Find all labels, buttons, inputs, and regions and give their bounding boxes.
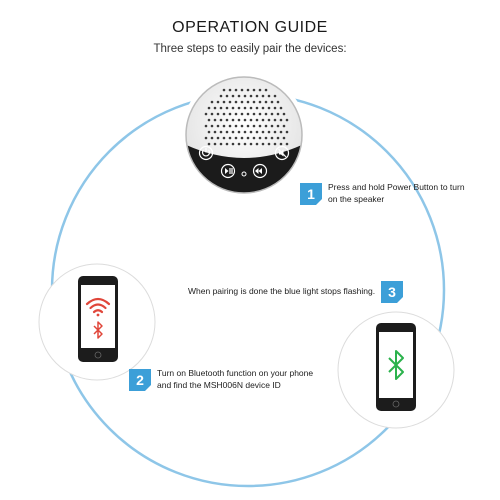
grille-dot [283, 137, 286, 140]
grille-dot [235, 89, 238, 92]
grille-dot [280, 131, 283, 134]
grille-dot [223, 137, 226, 140]
grille-dot [229, 89, 232, 92]
grille-dot [271, 125, 274, 128]
grille-dot [238, 143, 241, 146]
grille-dot [250, 107, 253, 110]
step-2-badge [129, 369, 151, 391]
grille-dot [226, 131, 229, 134]
grille-dot [277, 113, 280, 116]
grille-dot [220, 143, 223, 146]
grille-dot [232, 143, 235, 146]
grille-dot [238, 95, 241, 98]
grille-dot [226, 95, 229, 98]
grille-dot [274, 95, 277, 98]
grille-dot [211, 101, 214, 104]
grille-dot [247, 89, 250, 92]
grille-dot [232, 107, 235, 110]
grille-dot [277, 101, 280, 104]
grille-dot [271, 137, 274, 140]
grille-dot [214, 131, 217, 134]
grille-dot [286, 131, 289, 134]
step-3-number: 3 [388, 284, 396, 300]
grille-dot [220, 131, 223, 134]
grille-dot [220, 107, 223, 110]
grille-dot [280, 119, 283, 122]
grille-dot [214, 119, 217, 122]
grille-dot [226, 143, 229, 146]
grille-dot [256, 143, 259, 146]
grille-dot [247, 125, 250, 128]
step-3-badge [381, 281, 403, 303]
step-1-text [328, 181, 465, 205]
grille-dot [223, 125, 226, 128]
grille-dot [235, 101, 238, 104]
grille-dot [208, 119, 211, 122]
grille-dot [232, 131, 235, 134]
grille-dot [244, 131, 247, 134]
page-subtitle: Three steps to easily pair the devices: [153, 43, 347, 55]
grille-dot [217, 101, 220, 104]
grille-dot [274, 143, 277, 146]
grille-dot [262, 119, 265, 122]
grille-dot [253, 89, 256, 92]
grille-dot [262, 131, 265, 134]
grille-dot [268, 143, 271, 146]
grille-dot [214, 143, 217, 146]
grille-dot [223, 113, 226, 116]
grille-dot [286, 143, 289, 146]
grille-dot [259, 101, 262, 104]
grille-dot [277, 125, 280, 128]
grille-dot [229, 113, 232, 116]
grille-dot [274, 131, 277, 134]
phone-left [39, 264, 155, 380]
grille-dot [250, 95, 253, 98]
grille-dot [241, 101, 244, 104]
grille-dot [265, 101, 268, 104]
grille-dot [244, 119, 247, 122]
grille-dot [256, 95, 259, 98]
grille-dot [253, 113, 256, 116]
grille-dot [280, 107, 283, 110]
grille-dot [214, 107, 217, 110]
grille-dot [277, 137, 280, 140]
grille-dot [256, 119, 259, 122]
grille-dot [265, 89, 268, 92]
grille-dot [208, 107, 211, 110]
grille-dot [229, 137, 232, 140]
grille-dot [241, 137, 244, 140]
grille-dot [238, 131, 241, 134]
grille-dot [229, 125, 232, 128]
grille-dot [241, 125, 244, 128]
grille-dot [244, 95, 247, 98]
grille-dot [217, 137, 220, 140]
grille-dot [244, 143, 247, 146]
grille-dot [226, 107, 229, 110]
grille-dot [247, 101, 250, 104]
grille-dot [268, 119, 271, 122]
grille-dot [274, 107, 277, 110]
grille-dot [253, 125, 256, 128]
grille-dot [241, 113, 244, 116]
grille-dot [205, 137, 208, 140]
grille-dot [211, 125, 214, 128]
grille-dot [283, 125, 286, 128]
grille-dot [265, 137, 268, 140]
grille-dot [262, 95, 265, 98]
grille-dot [238, 119, 241, 122]
grille-dot [259, 137, 262, 140]
grille-dot [268, 107, 271, 110]
grille-dot [247, 137, 250, 140]
grille-dot [256, 107, 259, 110]
grille-dot [286, 119, 289, 122]
grille-dot [229, 101, 232, 104]
step-2-number: 2 [136, 372, 144, 388]
grille-dot [262, 143, 265, 146]
grille-dot [244, 107, 247, 110]
grille-dot [235, 137, 238, 140]
grille-dot [265, 113, 268, 116]
step-1-line-2: on the speaker [328, 194, 385, 204]
step-1-number: 1 [307, 186, 315, 202]
step-1-badge [300, 183, 322, 205]
grille-dot [283, 113, 286, 116]
grille-dot [205, 125, 208, 128]
grille-dot [226, 119, 229, 122]
grille-dot [253, 101, 256, 104]
grille-dot [220, 119, 223, 122]
grille-dot [253, 137, 256, 140]
step-1-line-1: Press and hold Power Button to turn [328, 182, 465, 192]
grille-dot [271, 101, 274, 104]
grille-dot [223, 89, 226, 92]
grille-dot [259, 89, 262, 92]
grille-dot [265, 125, 268, 128]
grille-dot [235, 125, 238, 128]
step-3-line-1: When pairing is done the blue light stops flashing. [188, 286, 376, 296]
grille-dot [250, 131, 253, 134]
grille-dot [280, 143, 283, 146]
grille-dot [217, 125, 220, 128]
grille-dot [205, 113, 208, 116]
speaker-device-icon [176, 72, 312, 200]
grille-dot [268, 131, 271, 134]
grille-dot [262, 107, 265, 110]
phone-right [338, 312, 454, 428]
grille-dot [250, 143, 253, 146]
grille-dot [232, 95, 235, 98]
grille-dot [238, 107, 241, 110]
grille-dot [208, 131, 211, 134]
grille-dot [271, 113, 274, 116]
grille-dot [208, 143, 211, 146]
grille-dot [241, 89, 244, 92]
page-title: OPERATION GUIDE [172, 19, 328, 36]
grille-dot [256, 131, 259, 134]
step-2-line-2: and find the MSH006N device ID [157, 380, 281, 390]
step-2-text [157, 367, 313, 391]
grille-dot [232, 119, 235, 122]
grille-dot [220, 95, 223, 98]
grille-dot [211, 113, 214, 116]
grille-dot [211, 137, 214, 140]
step-2-line-1: Turn on Bluetooth function on your phone [157, 368, 314, 378]
step-3-text [188, 285, 375, 297]
grille-dot [247, 113, 250, 116]
grille-dot [250, 119, 253, 122]
grille-dot [268, 95, 271, 98]
grille-dot [274, 119, 277, 122]
grille-dot [259, 125, 262, 128]
grille-dot [217, 113, 220, 116]
grille-dot [223, 101, 226, 104]
grille-dot [259, 113, 262, 116]
grille-dot [235, 113, 238, 116]
